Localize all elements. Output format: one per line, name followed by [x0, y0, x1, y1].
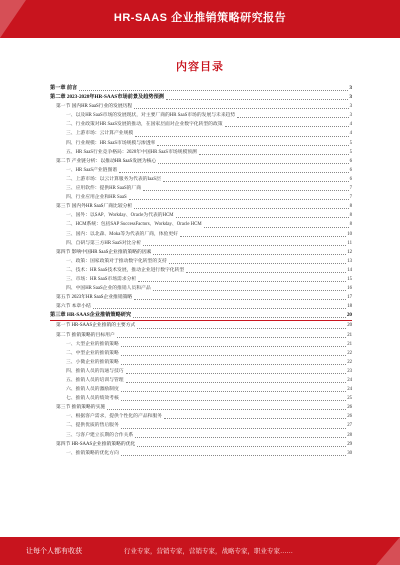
toc-leader-dots	[121, 427, 346, 429]
toc-leader-dots	[164, 417, 346, 419]
toc-entry-text: 第四节 HR-SAAS企业推销策略的优化	[56, 441, 136, 447]
toc-entry-text: 第二章 2023-2028年HR-SAAS市场前景及趋势预测	[50, 94, 164, 101]
toc-entry[interactable]	[50, 367, 352, 376]
toc-leader-dots	[117, 336, 346, 338]
toc-entry-text: 五、HR SaaS行业竞争格局：2028年中国HR SaaS市场规模预测	[66, 149, 197, 155]
toc-entry[interactable]	[50, 148, 352, 157]
toc-page-number: 24	[347, 387, 352, 393]
toc-leader-dots	[135, 135, 348, 137]
toc-entry[interactable]	[50, 120, 352, 129]
toc-page-number: 4	[349, 131, 352, 137]
toc-page-number: 24	[347, 378, 352, 383]
toc-leader-dots	[126, 381, 347, 383]
toc-entry[interactable]	[50, 257, 352, 266]
toc-entry-text: 一、政策：国家政策对于推动数字化转型的支持	[66, 258, 167, 264]
toc-entry[interactable]	[50, 349, 352, 358]
toc-page-number: 3	[349, 85, 352, 91]
toc-page-number: 25	[347, 396, 352, 402]
toc-page-number: 20	[346, 312, 352, 319]
toc-entry-text: 第四节 影响中国HR SaaS企业推销策略的因素	[56, 249, 152, 255]
toc-page-number: 6	[349, 176, 352, 182]
toc-entry-text: 第三章 HR-SAAS企业推销策略研究	[50, 312, 132, 319]
toc-entry-text: 二、中型企业的推销策略	[66, 350, 119, 356]
toc-page-number: 18	[347, 304, 352, 310]
toc-entry[interactable]	[50, 248, 352, 257]
toc-entry[interactable]	[50, 139, 352, 148]
toc-entry[interactable]	[50, 321, 352, 330]
toc-entry[interactable]	[50, 184, 352, 193]
toc-entry[interactable]	[50, 239, 352, 248]
toc-entry-text: 四、行业规模：HR SaaS市场规模与渗透率	[66, 140, 156, 146]
toc-page-number: 4	[349, 122, 352, 128]
toc-entry-text: 第三节 推销策略的实施	[56, 405, 106, 411]
toc-heading: 内容目录	[176, 61, 224, 73]
toc-entry[interactable]	[50, 412, 352, 421]
toc-page-number: 7	[349, 186, 352, 192]
toc-entry[interactable]	[50, 211, 352, 220]
toc-leader-dots	[121, 354, 346, 356]
footer-slogan: 让每个人都有收获	[26, 548, 82, 555]
toc-leader-dots	[153, 253, 346, 255]
toc-entry-text: 二、行业政策对HR SaaS发展的推动，在国家层面对企业数字化转型的政策	[66, 122, 223, 128]
toc-leader-dots	[121, 390, 346, 392]
toc-entry[interactable]	[50, 431, 352, 440]
toc-entry-text: 二、HCM系统：包括SAP SuccessFactors、Workday、Oracle HCM	[66, 222, 202, 228]
toc-page-number: 6	[349, 167, 352, 173]
toc-entry[interactable]	[50, 220, 352, 229]
toc-leader-dots	[143, 244, 346, 246]
toc-entry[interactable]	[50, 311, 352, 321]
toc-entry[interactable]	[50, 376, 352, 385]
toc-entry-text: 四、中国HR SaaS企业的推销人员和产品	[66, 286, 151, 292]
toc-entry-text: 第五节 2023年HR SaaS企业推销策略	[56, 295, 133, 301]
toc-entry-text: 第一章 前言	[50, 85, 78, 91]
page-footer	[0, 537, 400, 565]
toc-entry-text: 第一节 国内HR SaaS行业的发展历程	[56, 104, 133, 110]
toc-leader-dots	[121, 399, 346, 401]
toc-entry[interactable]	[50, 331, 352, 340]
toc-entry-text: 三、市场：HR SaaS市场需求分析	[66, 276, 137, 282]
toc-leader-dots	[204, 226, 349, 228]
toc-entry-text: 四、行业应用企业和HR SaaS	[66, 195, 127, 201]
toc-leader-dots	[186, 271, 346, 273]
toc-leader-dots	[93, 307, 346, 309]
toc-page-number: 11	[347, 240, 352, 246]
toc-leader-dots	[163, 180, 349, 182]
toc-entry-text: 一、以及HR SaaS市场的发展现状，对主要厂商的HR SaaS市场的发展与未来趋势	[66, 113, 236, 119]
report-title: HR-SAAS 企业推销策略研究报告	[113, 12, 287, 24]
toc-leader-dots	[121, 454, 346, 456]
toc-leader-dots	[119, 171, 349, 173]
toc-page-number: 21	[347, 332, 352, 338]
toc-entry-text: 第二节 产业链分析：以推动HR SaaS发展为核心	[56, 158, 157, 164]
toc-page-number: 15	[347, 276, 352, 282]
toc-leader-dots	[137, 445, 346, 447]
toc-entry-text: 六、推销人员的激励制度	[66, 387, 119, 393]
toc-leader-dots	[107, 408, 346, 410]
footer-decoration	[376, 537, 400, 565]
toc-entry-text: 三、应用软件：提供HR SaaS的厂商	[66, 186, 142, 192]
toc-page-number: 17	[347, 295, 352, 301]
toc-entry[interactable]	[50, 385, 352, 394]
toc-entry-text: 一、国外：以SAP、Workday、Oracle为代表的HCM	[66, 213, 174, 219]
toc-entry[interactable]	[50, 102, 352, 111]
toc-entry-text: 五、推销人员的培训与管理	[66, 378, 124, 383]
toc-leader-dots	[158, 162, 348, 164]
toc-page-number: 29	[347, 441, 352, 447]
toc-page-number: 3	[349, 113, 352, 119]
toc-page-number: 3	[349, 94, 352, 101]
toc-leader-dots	[135, 436, 346, 438]
toc-page-number: 12	[347, 249, 352, 255]
toc-entry-text: 第六节 本章小结	[56, 304, 91, 310]
toc-entry[interactable]	[50, 403, 352, 412]
toc-entry[interactable]	[50, 340, 352, 349]
toc-leader-dots	[169, 262, 346, 264]
toc-page-number: 16	[347, 286, 352, 292]
toc-page-number: 8	[349, 222, 352, 228]
toc-entry-text: 二、技术：HR SaaS技术发展，推动企业进行数字化转型	[66, 267, 185, 273]
toc-leader-dots	[138, 280, 346, 282]
toc-entry[interactable]	[50, 175, 352, 184]
toc-page-number: 7	[349, 195, 352, 201]
toc-leader-dots	[199, 153, 349, 155]
toc-entry[interactable]	[50, 449, 352, 458]
toc-page-number: 21	[347, 341, 352, 347]
toc-entry-text: 第一节 HR-SAAS企业推销的主要方式	[56, 323, 136, 329]
toc-entry[interactable]	[50, 166, 352, 175]
toc-leader-dots	[157, 144, 348, 146]
toc-entry[interactable]	[50, 394, 352, 403]
toc-leader-dots	[225, 125, 349, 127]
toc-leader-dots	[134, 298, 346, 300]
toc-page-number: 10	[347, 231, 352, 237]
toc-entry-text: 第二节 推销策略的目标用户	[56, 332, 115, 338]
toc-entry[interactable]	[50, 358, 352, 367]
toc-entry[interactable]	[50, 440, 352, 449]
toc-page-number: 30	[347, 450, 352, 456]
toc-leader-dots	[166, 98, 348, 100]
toc-leader-dots	[237, 116, 348, 118]
toc-page-number: 20	[347, 323, 352, 329]
toc-page-number: 22	[347, 350, 352, 356]
toc-leader-dots	[133, 316, 346, 318]
toc-leader-dots	[79, 89, 348, 91]
toc-entry-text: 一、HR SaaS产业链图谱	[66, 167, 118, 173]
toc-entry[interactable]	[50, 266, 352, 275]
toc-entry-text: 四、自研与第三方HR SaaS对比分析	[66, 240, 142, 246]
toc-leader-dots	[137, 327, 346, 329]
toc-entry[interactable]	[50, 421, 352, 430]
toc-entry[interactable]	[50, 275, 352, 284]
toc-entry[interactable]	[50, 129, 352, 138]
toc-page-number: 3	[349, 104, 352, 110]
toc-page-number: 22	[347, 359, 352, 365]
toc-leader-dots	[176, 216, 349, 218]
toc-entry-text: 一、大型企业的推销策略	[66, 341, 119, 347]
toc-entry[interactable]	[50, 193, 352, 202]
toc-entry[interactable]	[50, 93, 352, 102]
toc-entry[interactable]	[50, 157, 352, 166]
toc-entry[interactable]	[50, 302, 352, 311]
toc-entry-text: 二、上游市场：以云计算服务为代表的IaaS层	[66, 176, 161, 182]
toc-entry-text: 二、提供优质的售后服务	[66, 423, 119, 429]
toc-entry-text: 三、上游市场：云计算产业规模	[66, 131, 134, 137]
toc-leader-dots	[121, 363, 346, 365]
toc-entry[interactable]	[50, 202, 352, 211]
footer-tagline: 行业专家，营销专家，营销专家，战略专家，职业专家……	[124, 548, 293, 555]
toc-entry-text: 一、根据客户需求，提供个性化的产品和服务	[66, 414, 162, 420]
toc-leader-dots	[134, 107, 348, 109]
toc-page-number: 26	[347, 405, 352, 411]
page-header	[0, 0, 400, 38]
toc-leader-dots	[153, 289, 347, 291]
toc-entry-text: 三、小微企业的推销策略	[66, 359, 119, 365]
toc-entry[interactable]	[50, 284, 352, 293]
toc-page-number: 23	[347, 368, 352, 374]
toc-page-number: 8	[349, 213, 352, 219]
toc-leader-dots	[143, 189, 349, 191]
toc-page-number: 28	[347, 432, 352, 438]
toc-page-number: 8	[349, 204, 352, 210]
toc-leader-dots	[134, 207, 348, 209]
toc-leader-dots	[180, 235, 346, 237]
toc-leader-dots	[129, 198, 349, 200]
toc-page-number: 14	[347, 267, 352, 273]
toc-page-number: 26	[347, 414, 352, 420]
toc-leader-dots	[121, 345, 346, 347]
toc-entry-text: 一、推销策略的优化方向	[66, 450, 119, 456]
toc-entry-text: 三、与客户建立长期的合作关系	[66, 432, 134, 438]
toc-entry-text: 三、国内：以北森、Moka等为代表的厂商，体验更好	[66, 231, 178, 237]
toc-entry-text: 四、推销人员的沟通与技巧	[66, 368, 124, 374]
toc-page-number: 5	[349, 140, 352, 146]
toc-entry-text: 第三节 国内外HR SaaS厂商比较分析	[56, 204, 133, 210]
toc-page-number: 6	[349, 158, 352, 164]
toc-leader-dots	[126, 372, 347, 374]
toc-page-number: 5	[349, 149, 352, 155]
toc-entry[interactable]	[50, 111, 352, 120]
toc-entry-text: 七、推销人员的绩效考核	[66, 396, 119, 402]
toc-page-number: 13	[347, 258, 352, 264]
toc-entry[interactable]	[50, 293, 352, 302]
toc-page-number: 27	[347, 423, 352, 429]
table-of-contents	[50, 84, 352, 458]
toc-entry[interactable]	[50, 230, 352, 239]
toc-entry[interactable]	[50, 84, 352, 93]
